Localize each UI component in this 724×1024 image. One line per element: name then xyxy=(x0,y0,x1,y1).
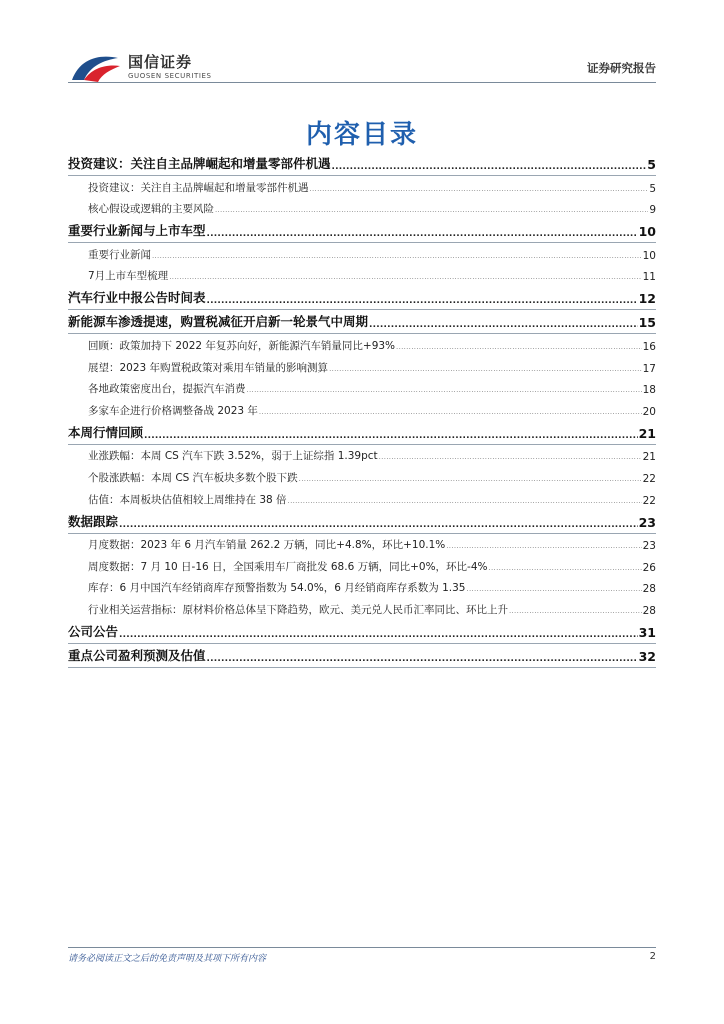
toc-entry-level2[interactable] xyxy=(68,399,656,421)
toc-leader-dots xyxy=(310,183,649,195)
toc-entry-level2[interactable] xyxy=(68,356,656,378)
toc-entry-title: 周度数据：7 月 10 日-16 日，全国乘用车厂商批发 68.6 万辆，同比+0%，环比-4% xyxy=(88,560,488,573)
toc-leader-dots xyxy=(119,630,638,640)
toc-entry-title: 多家车企进行价格调整备战 2023 年 xyxy=(88,404,258,417)
toc-entry-page: 32 xyxy=(638,648,656,664)
toc-leader-dots xyxy=(152,250,642,262)
toc-entry-page: 20 xyxy=(642,405,656,418)
toc-leader-dots xyxy=(169,271,641,283)
toc-entry-title: 重要行业新闻 xyxy=(88,248,151,261)
toc-entry-level2[interactable] xyxy=(68,488,656,510)
toc-entry-title: 汽车行业中报公告时间表 xyxy=(68,290,206,306)
toc-entry-level1[interactable] xyxy=(68,644,656,668)
toc-leader-dots xyxy=(119,520,638,530)
footer-disclaimer: 请务必阅读正文之后的免责声明及其项下所有内容 xyxy=(68,954,267,964)
toc-entry-page: 10 xyxy=(642,249,656,262)
toc-entry-level1[interactable] xyxy=(68,310,656,334)
toc-entry-page: 11 xyxy=(642,271,656,284)
toc-entry-title: 公司公告 xyxy=(68,623,119,639)
toc-entry-level2[interactable] xyxy=(68,598,656,620)
toc-leader-dots xyxy=(207,296,638,306)
toc-entry-page: 31 xyxy=(638,624,656,640)
toc-leader-dots xyxy=(259,406,642,418)
toc-entry-title: 新能源车渗透提速，购置税减征开启新一轮景气中周期 xyxy=(68,314,369,330)
toc-entry-page: 5 xyxy=(647,157,656,172)
toc-leader-dots xyxy=(144,431,638,441)
toc-entry-title: 库存：6 月中国汽车经销商库存预警指数为 54.0%，6 月经销商库存系数为 1.35 xyxy=(88,582,466,595)
toc-entry-level2[interactable] xyxy=(68,577,656,599)
report-type-label: 证券研究报告 xyxy=(587,61,656,75)
toc-entry-page: 22 xyxy=(642,494,656,507)
toc-entry-level2[interactable] xyxy=(68,198,656,220)
toc-entry-level1[interactable] xyxy=(68,421,656,445)
toc-leader-dots xyxy=(207,229,638,239)
toc-entry-page: 28 xyxy=(642,604,656,617)
toc-entry-title: 个股涨跌幅：本周 CS 汽车板块多数个股下跌 xyxy=(88,471,298,484)
toc-entry-page: 22 xyxy=(642,472,656,485)
toc-entry-title: 重要行业新闻与上市车型 xyxy=(68,223,206,239)
toc-entry-title: 数据跟踪 xyxy=(68,513,119,529)
toc-entry-page: 23 xyxy=(638,514,656,530)
toc-entry-title: 投资建议：关注自主品牌崛起和增量零部件机遇 xyxy=(88,181,309,194)
toc-entry-level2[interactable] xyxy=(68,334,656,356)
toc-entry-title: 展望：2023 年购置税政策对乘用车销量的影响测算 xyxy=(88,361,329,374)
toc-entry-title: 投资建议：关注自主品牌崛起和增量零部件机遇 xyxy=(68,156,331,171)
header-divider xyxy=(68,82,656,83)
toc-entry-level2[interactable] xyxy=(68,555,656,577)
toc-entry-title: 重点公司盈利预测及估值 xyxy=(68,647,206,663)
toc-entry-title: 各地政策密度出台，提振汽车消费 xyxy=(88,383,246,396)
toc-leader-dots xyxy=(509,605,642,617)
toc-entry-title: 7月上市车型梳理 xyxy=(88,270,169,283)
toc-entry-level1[interactable] xyxy=(68,152,656,176)
toc-leader-dots xyxy=(332,162,647,172)
toc-leader-dots xyxy=(466,583,641,595)
toc-entry-page: 9 xyxy=(649,204,656,217)
toc-entry-level2[interactable] xyxy=(68,265,656,287)
footer-divider xyxy=(68,947,656,948)
toc-entry-page: 15 xyxy=(638,315,656,331)
logo-chinese-name: 国信证券 xyxy=(128,53,193,71)
page-number: 2 xyxy=(649,951,656,962)
toc-leader-dots xyxy=(379,451,642,463)
toc-entry-title: 月度数据：2023 年 6 月汽车销量 262.2 万辆，同比+4.8%，环比+10.1% xyxy=(88,539,446,552)
toc-entry-page: 21 xyxy=(638,425,656,441)
guosen-logo-icon xyxy=(70,52,122,84)
toc-leader-dots xyxy=(446,540,641,552)
toc-entry-title: 估值：本周板块估值相较上周维持在 38 倍 xyxy=(88,493,287,506)
toc-entry-level1[interactable] xyxy=(68,510,656,534)
toc-entry-level1[interactable] xyxy=(68,286,656,310)
toc-leader-dots xyxy=(288,495,642,507)
table-of-contents xyxy=(68,152,656,668)
toc-entry-title: 业涨跌幅：本周 CS 汽车下跌 3.52%，弱于上证综指 1.39pct xyxy=(88,450,378,463)
toc-entry-page: 23 xyxy=(642,540,656,553)
toc-entry-title: 回顾：政策加持下 2022 年复苏向好，新能源汽车销量同比+93% xyxy=(88,339,396,352)
toc-entry-level2[interactable] xyxy=(68,176,656,198)
toc-entry-level1[interactable] xyxy=(68,219,656,243)
toc-entry-level2[interactable] xyxy=(68,378,656,400)
toc-entry-page: 12 xyxy=(638,291,656,307)
toc-leader-dots xyxy=(369,320,638,330)
company-logo xyxy=(68,50,238,86)
toc-entry-level1[interactable] xyxy=(68,620,656,644)
toc-leader-dots xyxy=(247,384,642,396)
page-header xyxy=(68,46,656,84)
toc-entry-title: 核心假设或逻辑的主要风险 xyxy=(88,203,214,216)
toc-entry-page: 26 xyxy=(642,561,656,574)
toc-entry-page: 28 xyxy=(642,583,656,596)
toc-leader-dots xyxy=(215,204,648,216)
toc-entry-level2[interactable] xyxy=(68,534,656,556)
toc-leader-dots xyxy=(329,363,642,375)
toc-entry-level2[interactable] xyxy=(68,445,656,467)
toc-entry-page: 21 xyxy=(642,451,656,464)
toc-leader-dots xyxy=(207,654,638,664)
toc-leader-dots xyxy=(299,473,642,485)
toc-entry-level2[interactable] xyxy=(68,466,656,488)
toc-entry-page: 17 xyxy=(642,362,656,375)
toc-leader-dots xyxy=(489,562,642,574)
toc-entry-page: 5 xyxy=(649,182,656,195)
toc-entry-title: 本周行情回顾 xyxy=(68,424,144,440)
toc-leader-dots xyxy=(396,341,642,353)
toc-entry-page: 10 xyxy=(638,224,656,240)
toc-entry-level2[interactable] xyxy=(68,243,656,265)
toc-title: 内容目录 xyxy=(305,120,418,150)
toc-entry-title: 行业相关运营指标：原材料价格总体呈下降趋势，欧元、美元兑人民币汇率同比、环比上升 xyxy=(88,603,508,616)
logo-english-name: GUOSEN SECURITIES xyxy=(128,72,212,80)
toc-entry-page: 16 xyxy=(642,340,656,353)
toc-entry-page: 18 xyxy=(642,384,656,397)
